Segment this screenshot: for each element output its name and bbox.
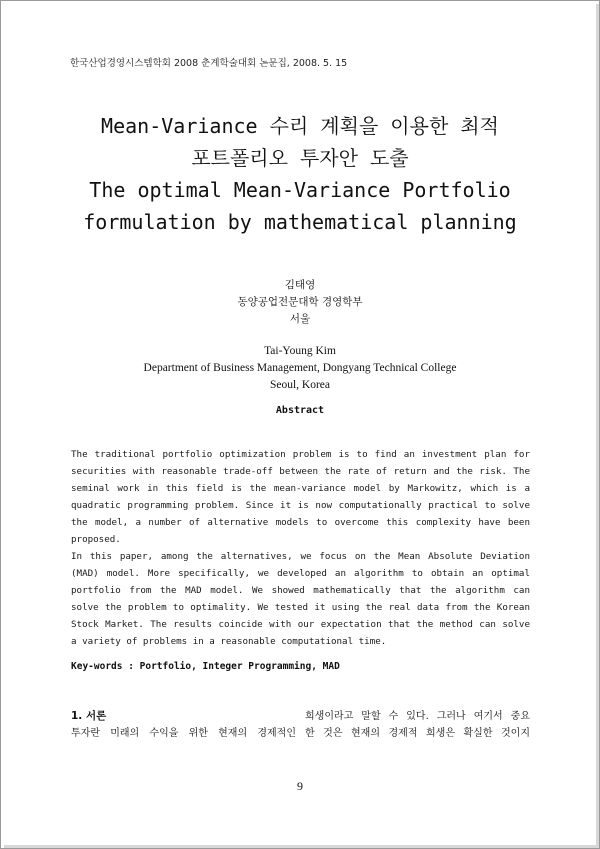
author-name-english: Tai-Young Kim [264, 345, 336, 357]
abstract-paragraph-1: The traditional portfolio optimization problem is to find an investment plan for securities with reasonable trade-off between the rate of return and the risk. The seminal work in this field is the mean-variance model by Markowitz, which is a quadratic programming problem. Since it is now computationally practical to solve the model, a number of alternative models to overcome this complexity have been proposed. [71, 449, 530, 545]
abstract-heading: Abstract [275, 405, 325, 416]
running-header: 한국산업경영시스템학회 2008 춘계학술대회 논문집, 2008. 5. 15 [70, 58, 348, 69]
title-english-line-1: The optimal Mean-Variance Portfolio [89, 178, 511, 202]
page-number: 9 [297, 779, 303, 793]
title-block [0, 110, 600, 238]
title-korean-line-1: Mean-Variance 수리 계획을 이용한 최적 [101, 114, 499, 138]
keywords-line: Key-words : Portfolio, Integer Programming, MAD [71, 661, 340, 672]
abstract-body [71, 446, 530, 650]
body-text-line: 희생이라고 말할 수 있다. 그러나 여기서 중요 [305, 711, 530, 722]
author-affiliation-english: Department of Business Management, Dongyang Technical College [143, 362, 457, 374]
abstract-paragraph-2: In this paper, among the alternatives, we focus on the Mean Absolute Deviation (MAD) model. More specifically, we developed an algorithm to obtain an optimal portfolio from the MAD model. We showed mathematically that the algorithm can solve the problem to optimality. We tested it using the real data from the Korean Stock Market. The results coincide with our expectation that the method can solve a variety of problems in a reasonable computational time. [71, 551, 530, 647]
author-name-korean: 김태영 [284, 279, 316, 291]
author-location-english: Seoul, Korea [269, 379, 331, 391]
body-column-right [305, 708, 530, 742]
body-text-line: 투자란 미래의 수익을 위한 현재의 경제적인 [71, 728, 296, 739]
title-korean-line-2: 포트폴리오 투자안 도출 [191, 146, 409, 170]
author-location-korean: 서울 [289, 313, 311, 325]
author-block-korean [0, 277, 600, 328]
title-english-line-2: formulation by mathematical planning [83, 210, 517, 234]
body-text-line: 한 것은 현재의 경제적 희생은 확실한 것이지 [305, 728, 530, 739]
author-block-english [0, 343, 600, 394]
author-affiliation-korean: 동양공업전문대학 경영학부 [237, 296, 363, 308]
section-heading-introduction: 1. 서론 [71, 710, 107, 722]
body-column-left [71, 708, 296, 742]
